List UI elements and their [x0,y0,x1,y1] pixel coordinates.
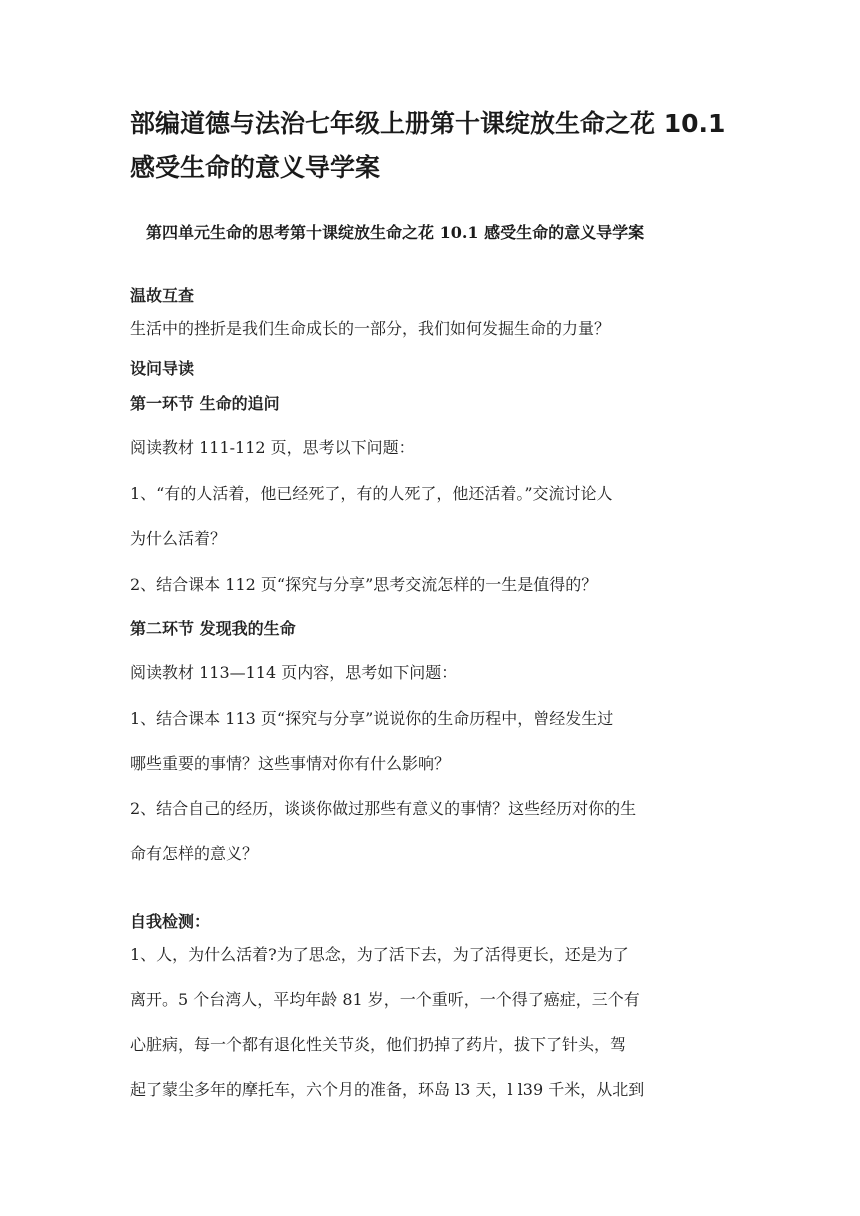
document-subtitle: 第四单元生命的思考第十课绽放生命之花 10.1 感受生命的意义导学案 [146,223,645,242]
section1-question2: 2、结合课本 112 页“探究与分享”思考交流怎样的一生是值得的？ [130,575,598,594]
document-title [130,102,730,190]
review-question: 生活中的挫折是我们生命成长的一部分，我们如何发掘生命的力量？ [130,319,611,338]
section1-question1-line1: 1、“有的人活着，他已经死了，有的人死了，他还活着。”交流讨论人 [130,484,613,503]
self-test-paragraph-line3: 心脏病，每一个都有退化性关节炎，他们扔掉了药片，拔下了针头，驾 [130,1035,627,1054]
section1-intro: 阅读教材 111-112 页，思考以下问题： [130,438,415,457]
section2-intro: 阅读教材 113—114 页内容，思考如下问题： [130,663,458,682]
self-test-paragraph-line2: 离开。5 个台湾人，平均年龄 81 岁，一个重听，一个得了癌症，三个有 [130,990,640,1009]
section2-question2-line2: 命有怎样的意义？ [130,844,259,863]
section1-heading: 第一环节 生命的追问 [130,394,280,413]
guide-heading: 设问导读 [130,359,195,378]
document-title-line-1: 部编道德与法治七年级上册第十课绽放生命之花 10.1 [130,109,726,138]
section2-question1-line1: 1、结合课本 113 页“探究与分享”说说你的生命历程中，曾经发生过 [130,709,614,728]
section2-question2-line1: 2、结合自己的经历，谈谈你做过那些有意义的事情？这些经历对你的生 [130,799,637,818]
review-heading: 温故互查 [130,286,195,305]
self-test-paragraph-line1: 1、人，为什么活着?为了思念，为了活下去，为了活得更长，还是为了 [130,945,629,964]
section1-question1-line2: 为什么活着？ [130,529,227,548]
section2-heading: 第二环节 发现我的生命 [130,619,296,638]
document-title-line-2: 感受生命的意义导学案 [130,153,381,182]
self-test-paragraph-line4: 起了蒙尘多年的摩托车，六个月的准备，环岛 l3 天，l l39 千米，从北到 [130,1080,645,1099]
section2-question1-line2: 哪些重要的事情？这些事情对你有什么影响？ [130,754,451,773]
self-test-heading: 自我检测： [130,912,211,931]
